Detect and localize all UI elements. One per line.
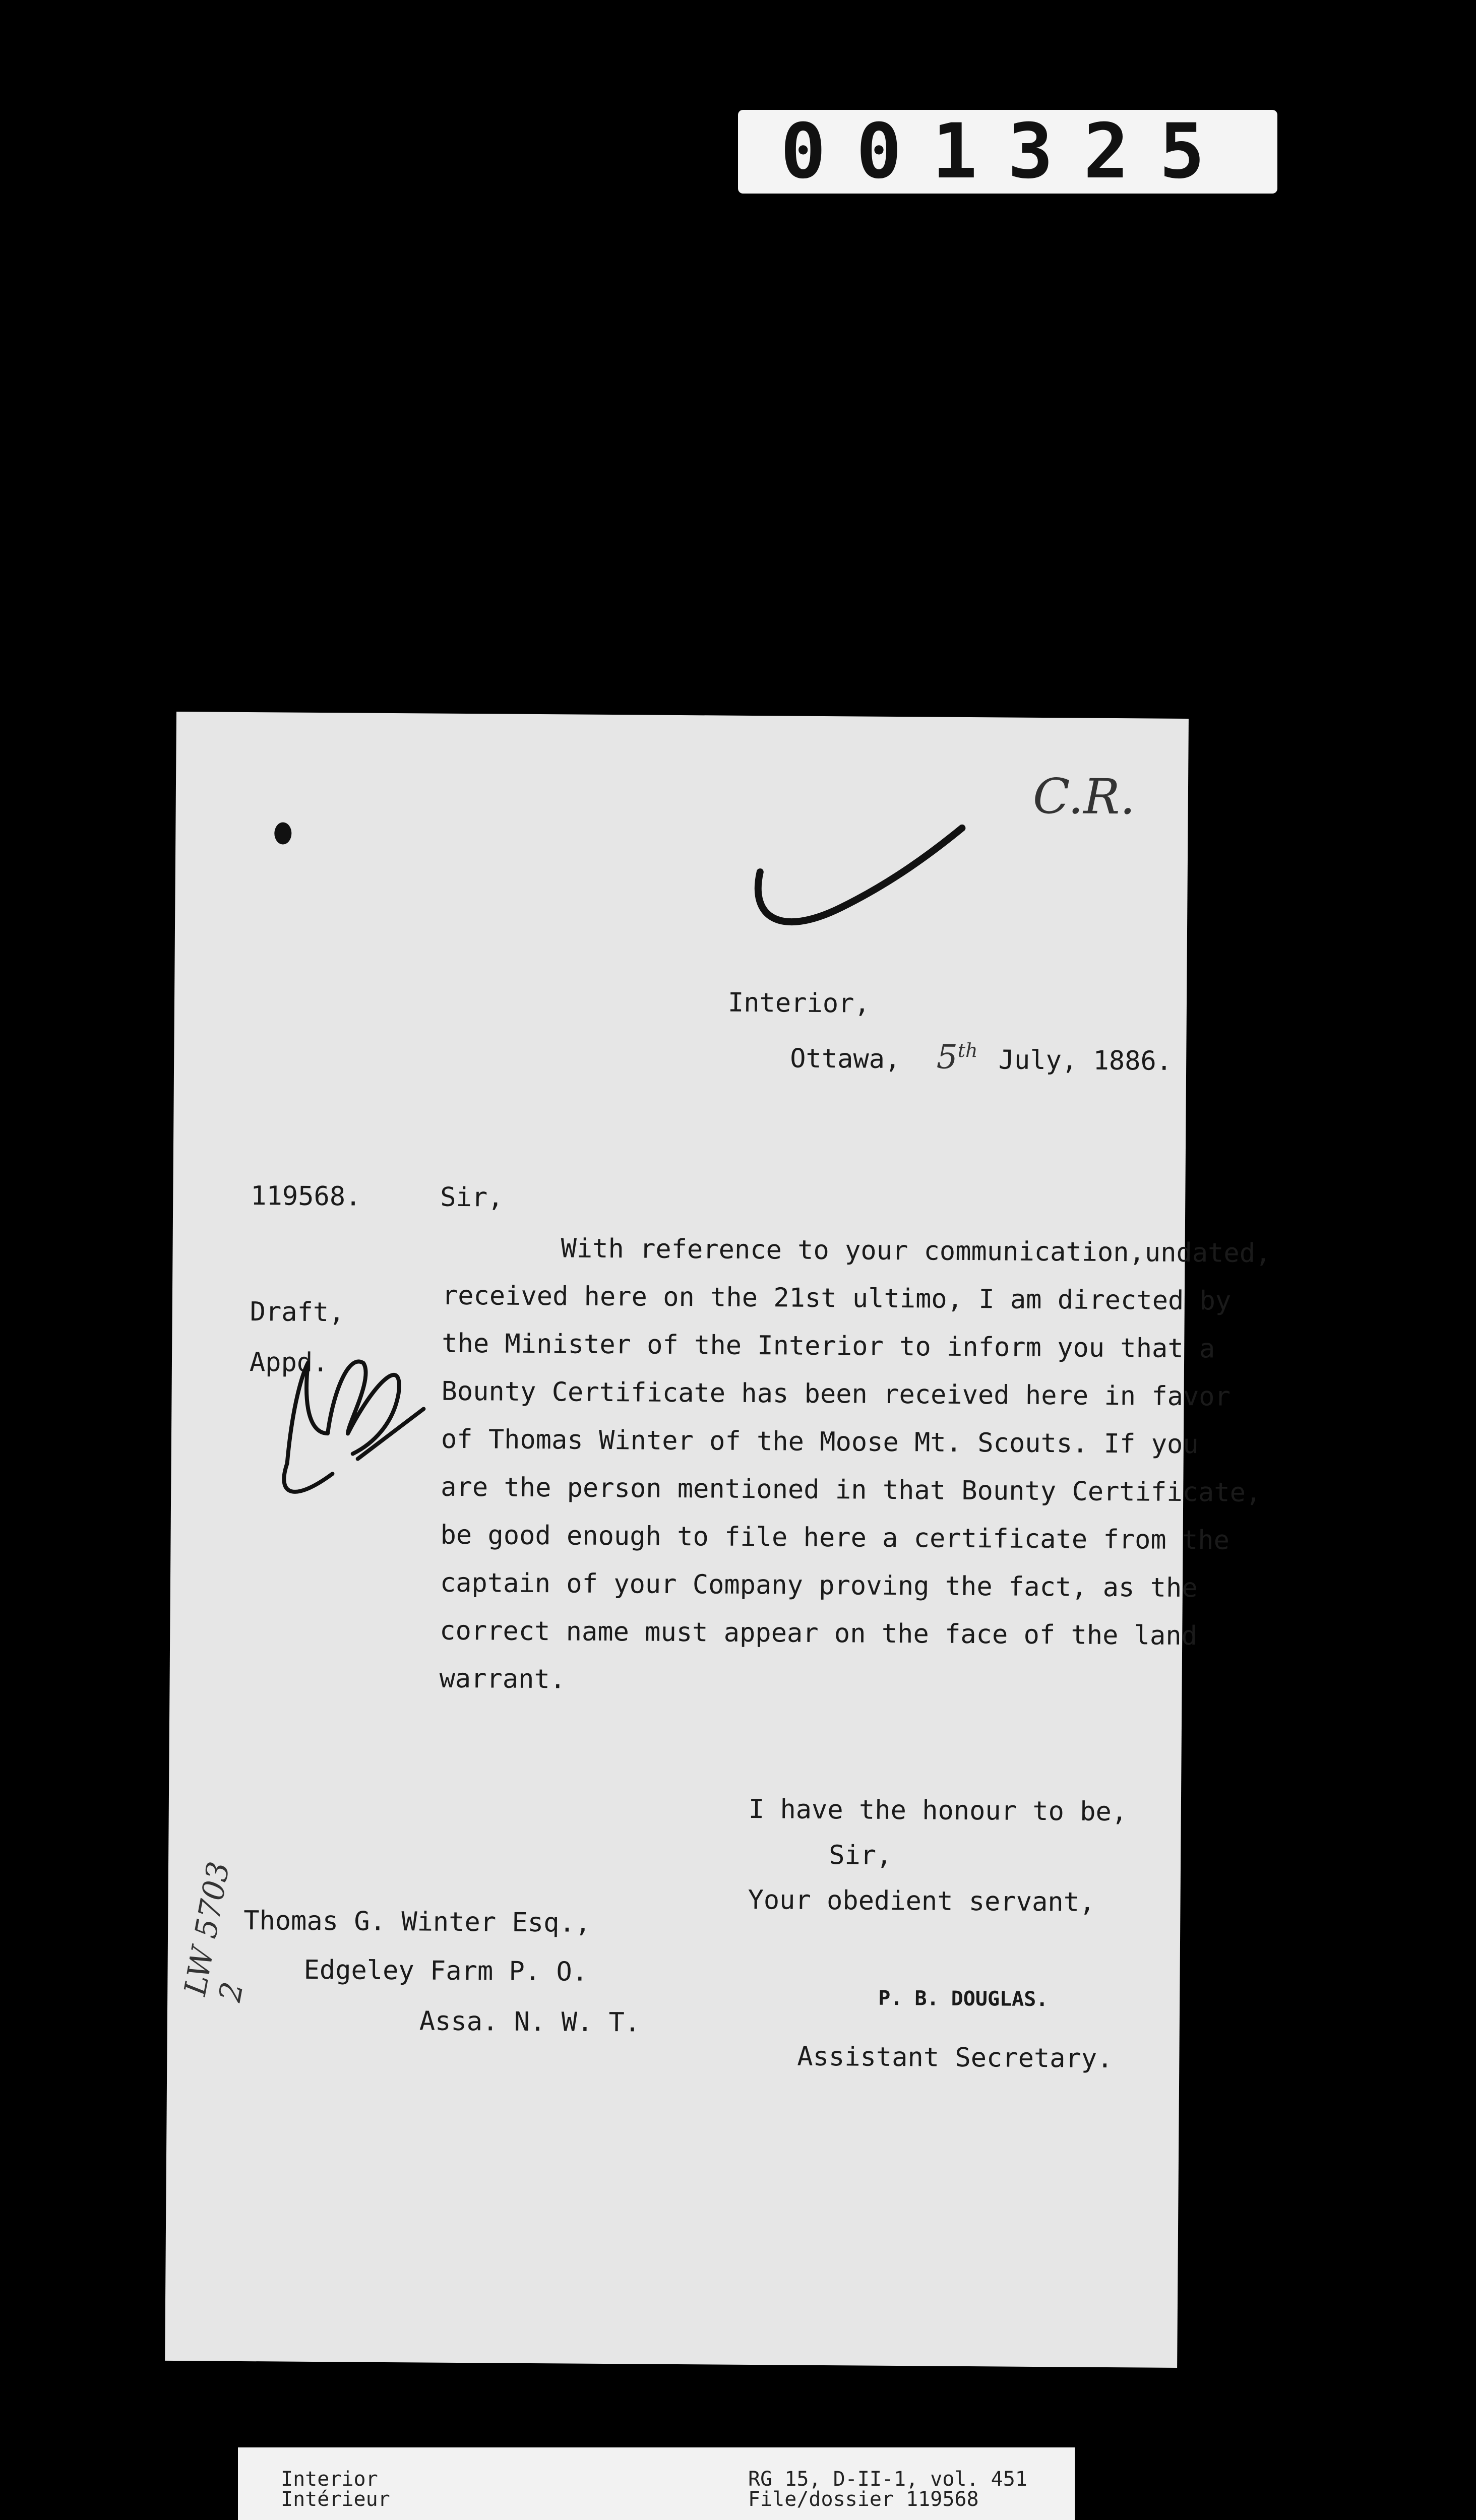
- date-line: [790, 1037, 1172, 1078]
- approval-scrawl-icon: [272, 1332, 435, 1525]
- month-year: July, 1886.: [998, 1045, 1173, 1077]
- body-line: Bounty Certificate has been received here in favor: [441, 1376, 1231, 1412]
- label-right-1: RG 15, D-II-1, vol. 451: [748, 2468, 1027, 2491]
- body-line: be good enough to file here a certificate from the: [440, 1520, 1230, 1556]
- handwritten-number: LW 5703 2: [177, 1859, 251, 2005]
- recipient-name: Thomas G. Winter Esq.,: [243, 1905, 591, 1938]
- recipient-address: Assa. N. W. T.: [419, 2006, 641, 2038]
- closing-line: Sir,: [828, 1840, 892, 1871]
- department-line: Interior,: [727, 987, 870, 1019]
- handwritten-initials: C.R.: [1032, 768, 1136, 826]
- closing-line: I have the honour to be,: [748, 1794, 1128, 1828]
- margin-note-appd: Appd.: [249, 1347, 329, 1378]
- signer-title: Assistant Secretary.: [797, 2041, 1113, 2074]
- checkmark-icon: [750, 816, 972, 949]
- body-line: correct name must appear on the face of the land: [440, 1615, 1198, 1652]
- salutation: Sir,: [440, 1182, 504, 1213]
- body-line: captain of your Company proving the fact, as the: [440, 1567, 1198, 1604]
- signature-stamp: P. B. DOUGLAS.: [878, 1986, 1049, 2011]
- margin-note-draft: Draft,: [250, 1297, 345, 1328]
- body-line: are the person mentioned in that Bounty Certificate,: [441, 1472, 1262, 1508]
- body-line: received here on the 21st ultimo, I am directed by: [442, 1280, 1232, 1316]
- file-hole: [274, 822, 291, 844]
- recipient-address: Edgeley Farm P. O.: [303, 1955, 588, 1987]
- body-line: of Thomas Winter of the Moose Mt. Scouts. If you: [441, 1424, 1199, 1460]
- letter-page: [165, 712, 1271, 2368]
- label-left-2: Intérieur: [281, 2488, 390, 2511]
- place: Ottawa,: [790, 1043, 901, 1075]
- body-line: With reference to your communication,undated,: [561, 1233, 1271, 1269]
- label-right-2: File/dossier 119568: [748, 2488, 979, 2511]
- body-line: warrant.: [439, 1663, 566, 1695]
- body-line: the Minister of the Interior to inform you that a: [442, 1328, 1215, 1364]
- label-left-1: Interior: [281, 2468, 378, 2491]
- frame-counter: 001325: [738, 110, 1277, 194]
- handwritten-day: 5th: [936, 1037, 978, 1077]
- archive-label: [238, 2447, 1075, 2520]
- closing-line: Your obedient servant,: [748, 1884, 1095, 1918]
- file-number: 119568.: [251, 1181, 361, 1212]
